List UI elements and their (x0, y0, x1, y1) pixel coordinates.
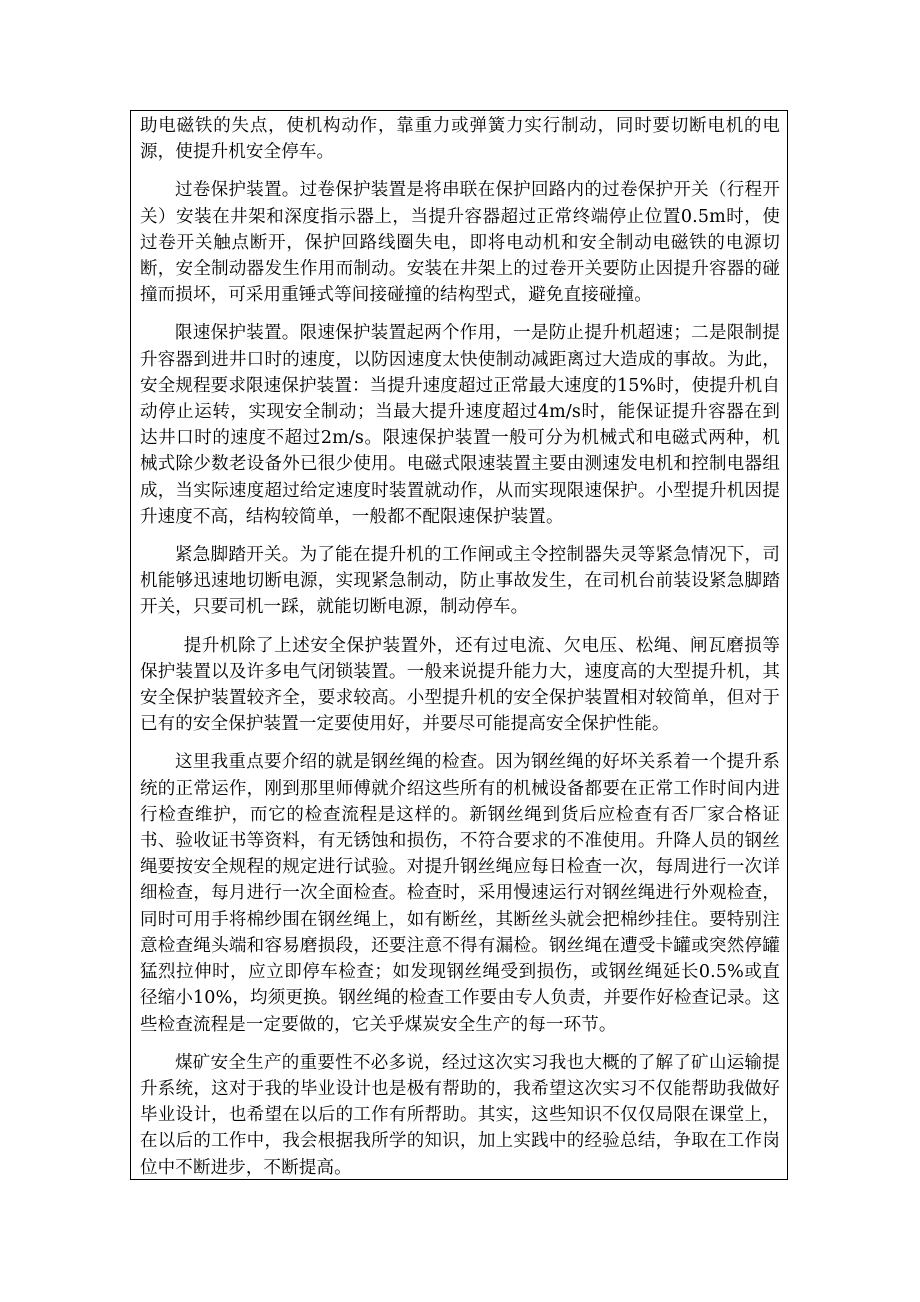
paragraph-emergency-foot-switch: 紧急脚踏开关。为了能在提升机的工作闸或主令控制器失灵等紧急情况下，司机能够迅速地切断电源，实现紧急制动，防止事故发生，在司机台前装设紧急脚踏开关，只要司机一踩，就能切断电源，制动停车。 (140, 545, 780, 618)
paragraph-overwind-protection: 过卷保护装置。过卷保护装置是将串联在保护回路内的过卷保护开关（行程开关）安装在井架和深度指示器上，当提升容器超过正常终端停止位置0.5m时，使过卷开关触点断开，保护回路线圈失电，即将电动机和安全制动电磁铁的电源切断，安全制动器发生作用而制动。安装在井架上的过卷开关要防止因提升容器的碰撞而损坏，可采用重锤式等间接碰撞的结构型式，避免直接碰撞。 (140, 180, 780, 306)
paragraph-overspeed-protection: 限速保护装置。限速保护装置起两个作用，一是防止提升机超速；二是限制提升容器到进井口时的速度，以防因速度太快使制动减距离过大造成的事故。为此，安全规程要求限速保护装置：当提升速度超过正常最大速度的15%时，使提升机自动停止运转，实现安全制动；当最大提升速度超过4m/s时，能保证提升容器在到达井口时的速度不超过2m/s。限速保护装置一般可分为机械式和电磁式两种，机械式除少数老设备外已很少使用。电磁式限速装置主要由测速发电机和控制电器组成，当实际速度超过给定速度时装置就动作，从而实现限速保护。小型提升机因提升速度不高，结构较简单，一般都不配限速保护装置。 (140, 323, 780, 527)
paragraph-brake-continuation: 助电磁铁的失点，使机构动作，靠重力或弹簧力实行制动，同时要切断电机的电源，使提升机安全停车。 (140, 116, 780, 163)
paragraph-wire-rope-inspection: 这里我重点要介绍的就是钢丝绳的检查。因为钢丝绳的好坏关系着一个提升系统的正常运作，刚到那里师傅就介绍这些所有的机械设备都要在正常工作时间内进行检查维护，而它的检查流程是这样的。新钢丝绳到货后应检查有否厂家合格证书、验收证书等资料，有无锈蚀和损伤，不符合要求的不准使用。升降人员的钢丝绳要按安全规程的规定进行试验。对提升钢丝绳应每日检查一次，每周进行一次详细检查，每月进行一次全面检查。检查时，采用慢速运行对钢丝绳进行外观检查，同时可用手将棉纱围在钢丝绳上，如有断丝，其断丝头就会把棉纱挂住。要特别注意检查绳头端和容易磨损段，还要注意不得有漏检。钢丝绳在遭受卡罐或突然停罐猛烈拉伸时，应立即停车检查；如发现钢丝绳受到损伤，或钢丝绳延长0.5%或直径缩小10%，均须更换。钢丝绳的检查工作要由专人负责，并要作好检查记录。这些检查流程是一定要做的，它关乎煤炭安全生产的每一环节。 (140, 752, 780, 1035)
paragraph-other-protections: 提升机除了上述安全保护装置外，还有过电流、欠电压、松绳、闸瓦磨损等保护装置以及许多电气闭锁装置。一般来说提升能力大，速度高的大型提升机，其安全保护装置较齐全，要求较高。小型提升机的安全保护装置相对较简单，但对于已有的安全保护装置一定要使用好，并要尽可能提高安全保护性能。 (140, 635, 780, 735)
paragraph-conclusion: 煤矿安全生产的重要性不必多说，经过这次实习我也大概的了解了矿山运输提升系统，这对于我的毕业设计也是极有帮助的，我希望这次实习不仅能帮助我做好毕业设计，也希望在以后的工作有所帮助。其实，这些知识不仅仅局限在课堂上，在以后的工作中，我会根据我所学的知识，加上实践中的经验总结，争取在工作岗位中不断进步，不断提高。 (140, 1052, 780, 1178)
document-body (140, 113, 780, 1193)
